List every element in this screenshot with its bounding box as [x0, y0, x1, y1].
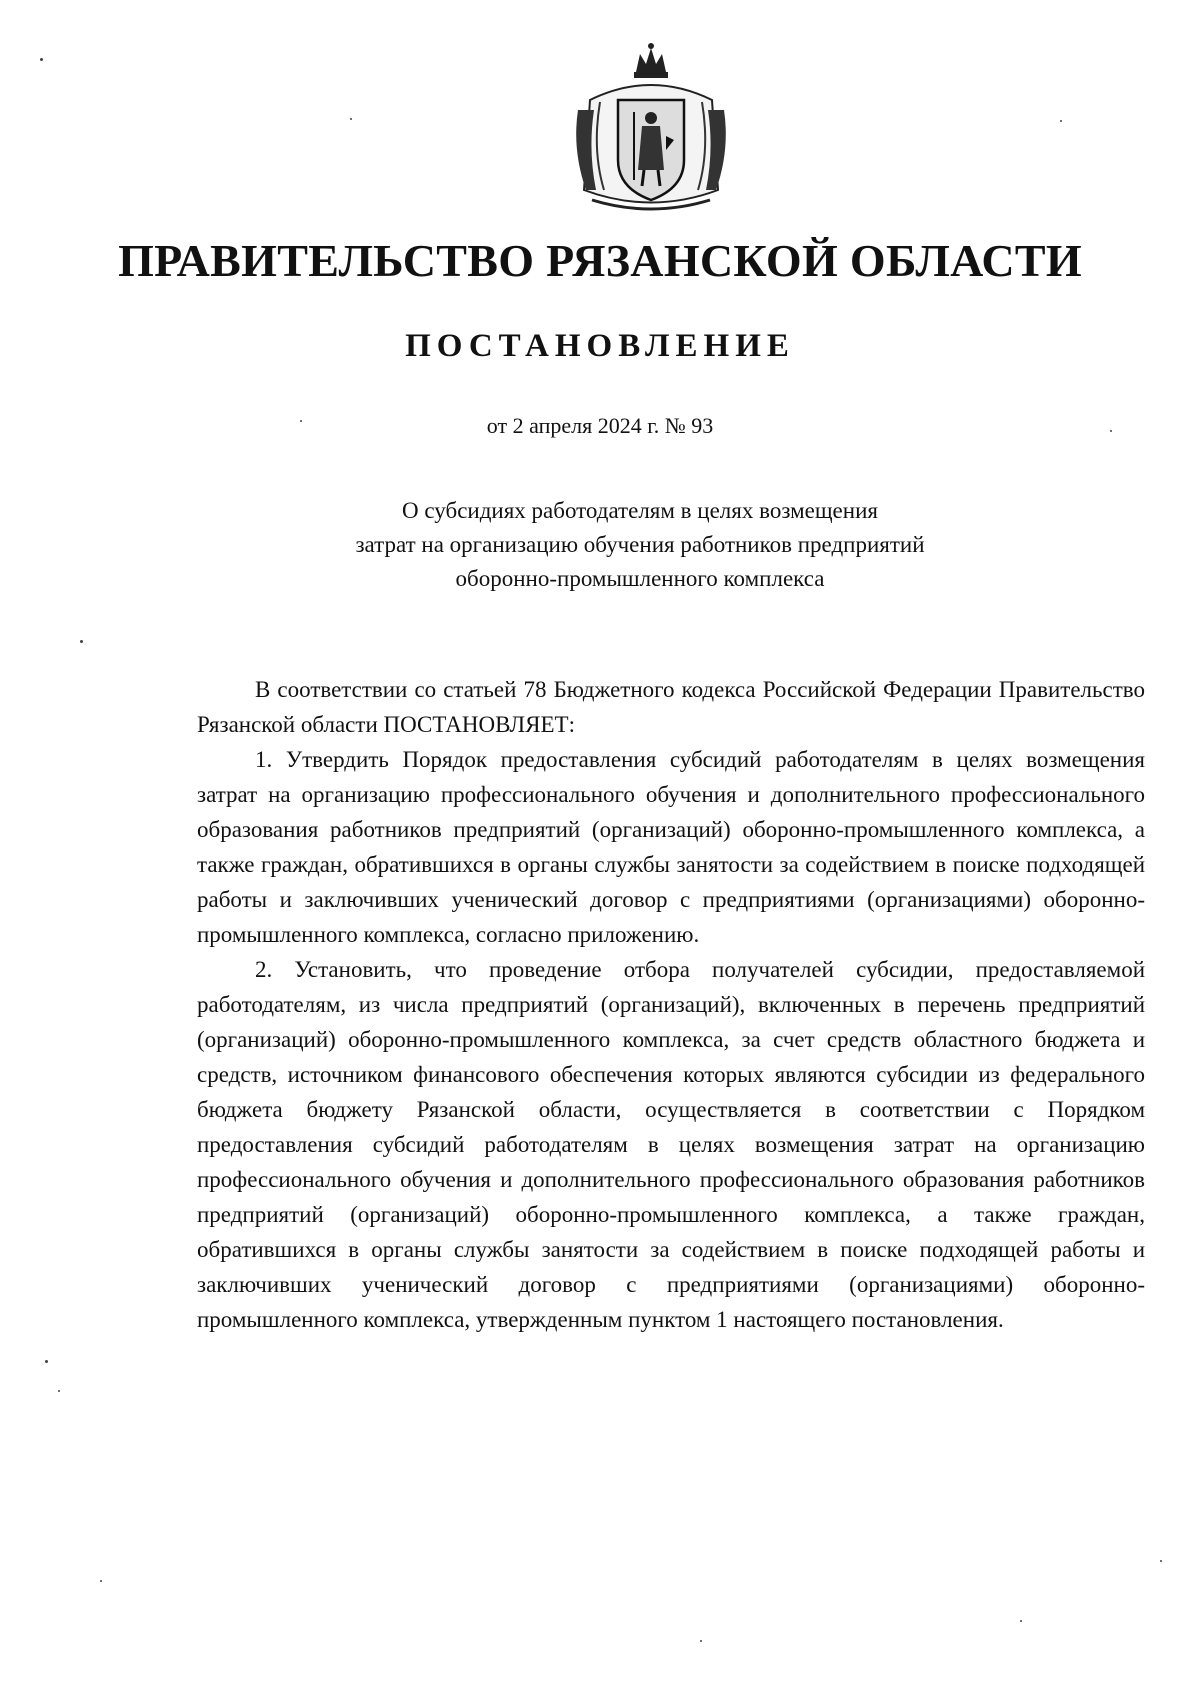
scan-speck [58, 1390, 60, 1392]
document-type: ПОСТАНОВЛЕНИЕ [405, 328, 795, 364]
scan-speck [1060, 120, 1062, 122]
document-date-number: от 2 апреля 2024 г. № 93 [486, 413, 714, 438]
subject-line: О субсидиях работодателям в целях возмещения [402, 498, 878, 523]
scan-speck [700, 1640, 702, 1642]
scan-speck [1110, 430, 1112, 432]
scan-speck [1160, 1560, 1162, 1562]
document-subject [260, 494, 1020, 596]
scan-speck [1020, 1620, 1022, 1622]
coat-of-arms-icon [570, 40, 732, 220]
subject-line: затрат на организацию обучения работников предприятий [355, 532, 925, 557]
item-1-paragraph: 1. Утвердить Порядок предоставления субсидий работодателям в целях возмещения затрат на организацию профессионального обучения и дополнительного профессионального образования работников предприятий (организаций) оборонно-промышленного комплекса, а также граждан, обратившихся в органы службы занятости за содействием в поиске подходящей работы и заключивших ученический договор с предприятиями (организациями) оборонно-промышленного комплекса, согласно приложению. [197, 747, 1145, 947]
document-body [197, 672, 1145, 1337]
scan-speck [300, 420, 302, 422]
scan-speck [80, 640, 83, 643]
scan-speck [45, 1360, 48, 1363]
scan-speck [100, 1580, 102, 1582]
organization-title: ПРАВИТЕЛЬСТВО РЯЗАНСКОЙ ОБЛАСТИ [118, 235, 1082, 286]
subject-line: оборонно-промышленного комплекса [455, 566, 825, 591]
scan-speck [40, 58, 43, 61]
preamble-paragraph: В соответствии со статьей 78 Бюджетного кодекса Российской Федерации Правительство Рязанской области ПОСТАНОВЛЯЕТ: [197, 677, 1145, 737]
item-2-paragraph: 2. Установить, что проведение отбора получателей субсидии, предоставляемой работодателям, из числа предприятий (организаций), включенных в перечень предприятий (организаций) оборонно-промышленного комплекса, за счет средств областного бюджета и средств, источником финансового обеспечения которых являются субсидии из федерального бюджета бюджету Рязанской области, осуществляется в соответствии с Порядком предоставления субсидий работодателям в целях возмещения затрат на организацию профессионального обучения и дополнительного профессионального образования работников предприятий (организаций) оборонно-промышленного комплекса, а также граждан, обратившихся в органы службы занятости за содействием в поиске подходящей работы и заключивших ученический договор с предприятиями (организациями) оборонно-промышленного комплекса, утвержденным пунктом 1 настоящего постановления. [197, 957, 1145, 1332]
scan-speck [350, 118, 352, 120]
